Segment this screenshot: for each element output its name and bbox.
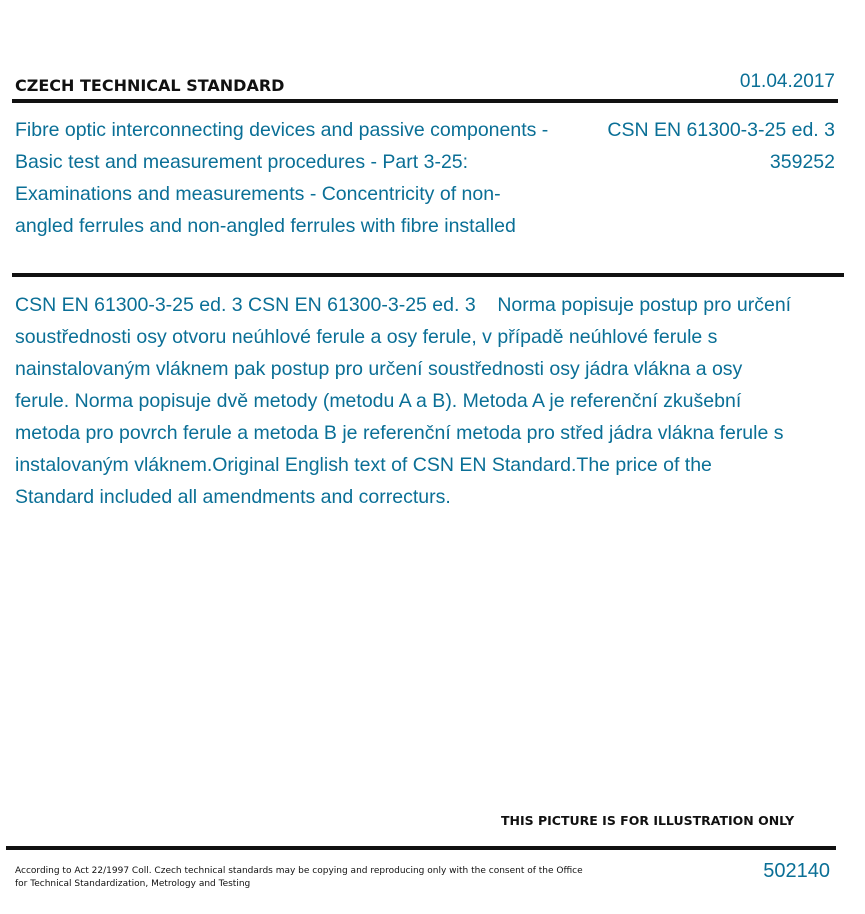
header-divider bbox=[12, 99, 838, 103]
illustration-note: THIS PICTURE IS FOR ILLUSTRATION ONLY bbox=[501, 813, 795, 828]
publication-date: 01.04.2017 bbox=[739, 71, 835, 92]
title-divider bbox=[12, 273, 844, 277]
catalog-number: 359252 bbox=[769, 151, 835, 173]
standard-title: Fibre optic interconnecting devices and passive components - Basic test and measurement procedures - Part 3-25: Examinations and measurements - Concentricity of non-angled ferrules and non-angled ferrules with fibre installed bbox=[15, 119, 549, 237]
legal-note: According to Act 22/1997 Coll. Czech technical standards may be copying and reproducing only with the consent of the Office for Technical Standardization, Metrology and Testing bbox=[15, 866, 583, 889]
standard-description: CSN EN 61300-3-25 ed. 3 CSN EN 61300-3-25 ed. 3 Norma popisuje postup pro určení soustřednosti osy otvoru neúhlové ferule a osy ferule, v případě neúhlové ferule s nainstalovaným vláknem pak postup pro určení soustřednosti osy jádra vlákna a osy ferule. Norma popisuje dvě metody (metodu A a B). Metoda A je referenční zkušební metoda pro povrch ferule a metoda B je referenční metoda pro střed jádra vlákna ferule s instalovaným vláknem.Original English text of CSN EN Standard.The price of the Standard included all amendments and correcturs. bbox=[15, 294, 797, 508]
standard-code-block bbox=[607, 114, 835, 178]
footer-divider bbox=[6, 846, 836, 850]
standard-code: CSN EN 61300-3-25 ed. 3 bbox=[607, 119, 835, 141]
document-id: 502140 bbox=[763, 860, 830, 882]
document-header-title: CZECH TECHNICAL STANDARD bbox=[15, 76, 285, 95]
